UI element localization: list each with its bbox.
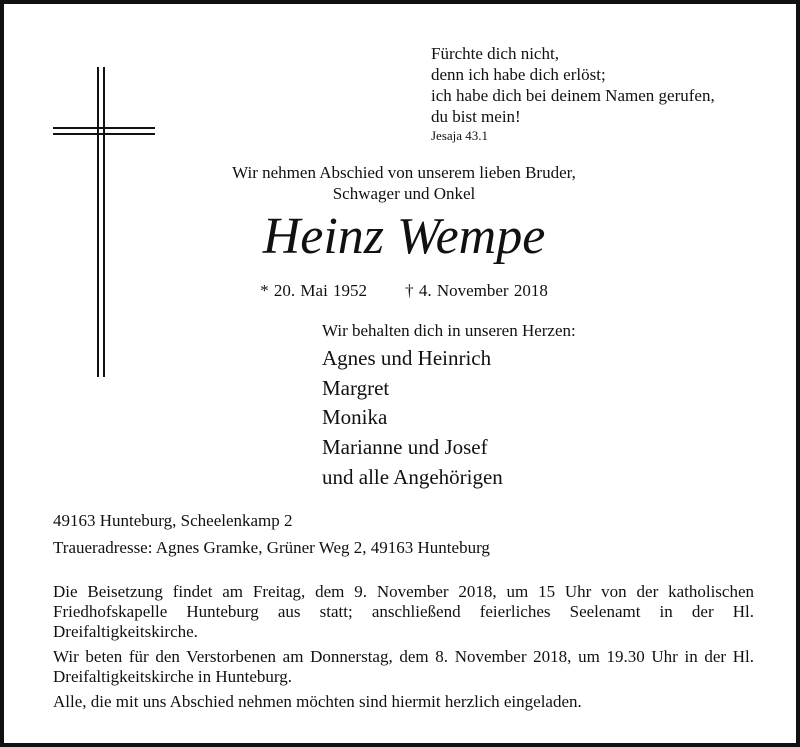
verse-line: Fürchte dich nicht, — [431, 44, 559, 63]
bible-verse — [431, 43, 715, 145]
intro-line: Wir nehmen Abschied von unserem lieben Bruder, — [232, 163, 576, 182]
mourners-list — [322, 344, 503, 493]
deceased-name: Heinz Wempe — [262, 208, 546, 265]
verse-line: ich habe dich bei deinem Namen gerufen, — [431, 86, 715, 105]
intro-text — [164, 162, 644, 204]
birth-date: * 20. Mai 1952 — [260, 281, 368, 300]
invitation-text: Alle, die mit uns Abschied nehmen möchten sind hiermit herzlich eingeladen. — [53, 692, 582, 711]
mourner-name: und alle Angehörigen — [322, 464, 503, 489]
mourner-name: Margret — [322, 375, 390, 400]
mourner-name: Agnes und Heinrich — [322, 346, 492, 370]
prayer-info: Wir beten für den Verstorbenen am Donnerstag, dem 8. November 2018, um 19.30 Uhr in der Hl. Dreifaltigkeitskirche in Hunteburg. — [53, 647, 754, 686]
verse-source: Jesaja 43.1 — [431, 128, 489, 143]
mourner-name: Marianne und Josef — [322, 435, 488, 460]
mourner-name: Monika — [322, 405, 388, 430]
mourning-address: Traueradresse: Agnes Gramke, Grüner Weg 2, 49163 Hunteburg — [53, 538, 490, 557]
life-dates — [164, 280, 644, 301]
death-date: † 4. November 2018 — [405, 281, 548, 300]
intro-line: Schwager und Onkel — [332, 184, 476, 203]
mourners-heading: Wir behalten dich in unseren Herzen: — [322, 321, 576, 340]
verse-line: du bist mein! — [431, 107, 521, 126]
burial-info: Die Beisetzung findet am Freitag, dem 9. November 2018, um 15 Uhr von der katholischen Friedhofskapelle Hunteburg aus statt; anschließend feierliches Seelenamt in der Hl. Dreifaltigkeitskirche. — [53, 582, 754, 641]
home-address: 49163 Hunteburg, Scheelenkamp 2 — [53, 511, 293, 530]
verse-line: denn ich habe dich erlöst; — [431, 65, 606, 84]
